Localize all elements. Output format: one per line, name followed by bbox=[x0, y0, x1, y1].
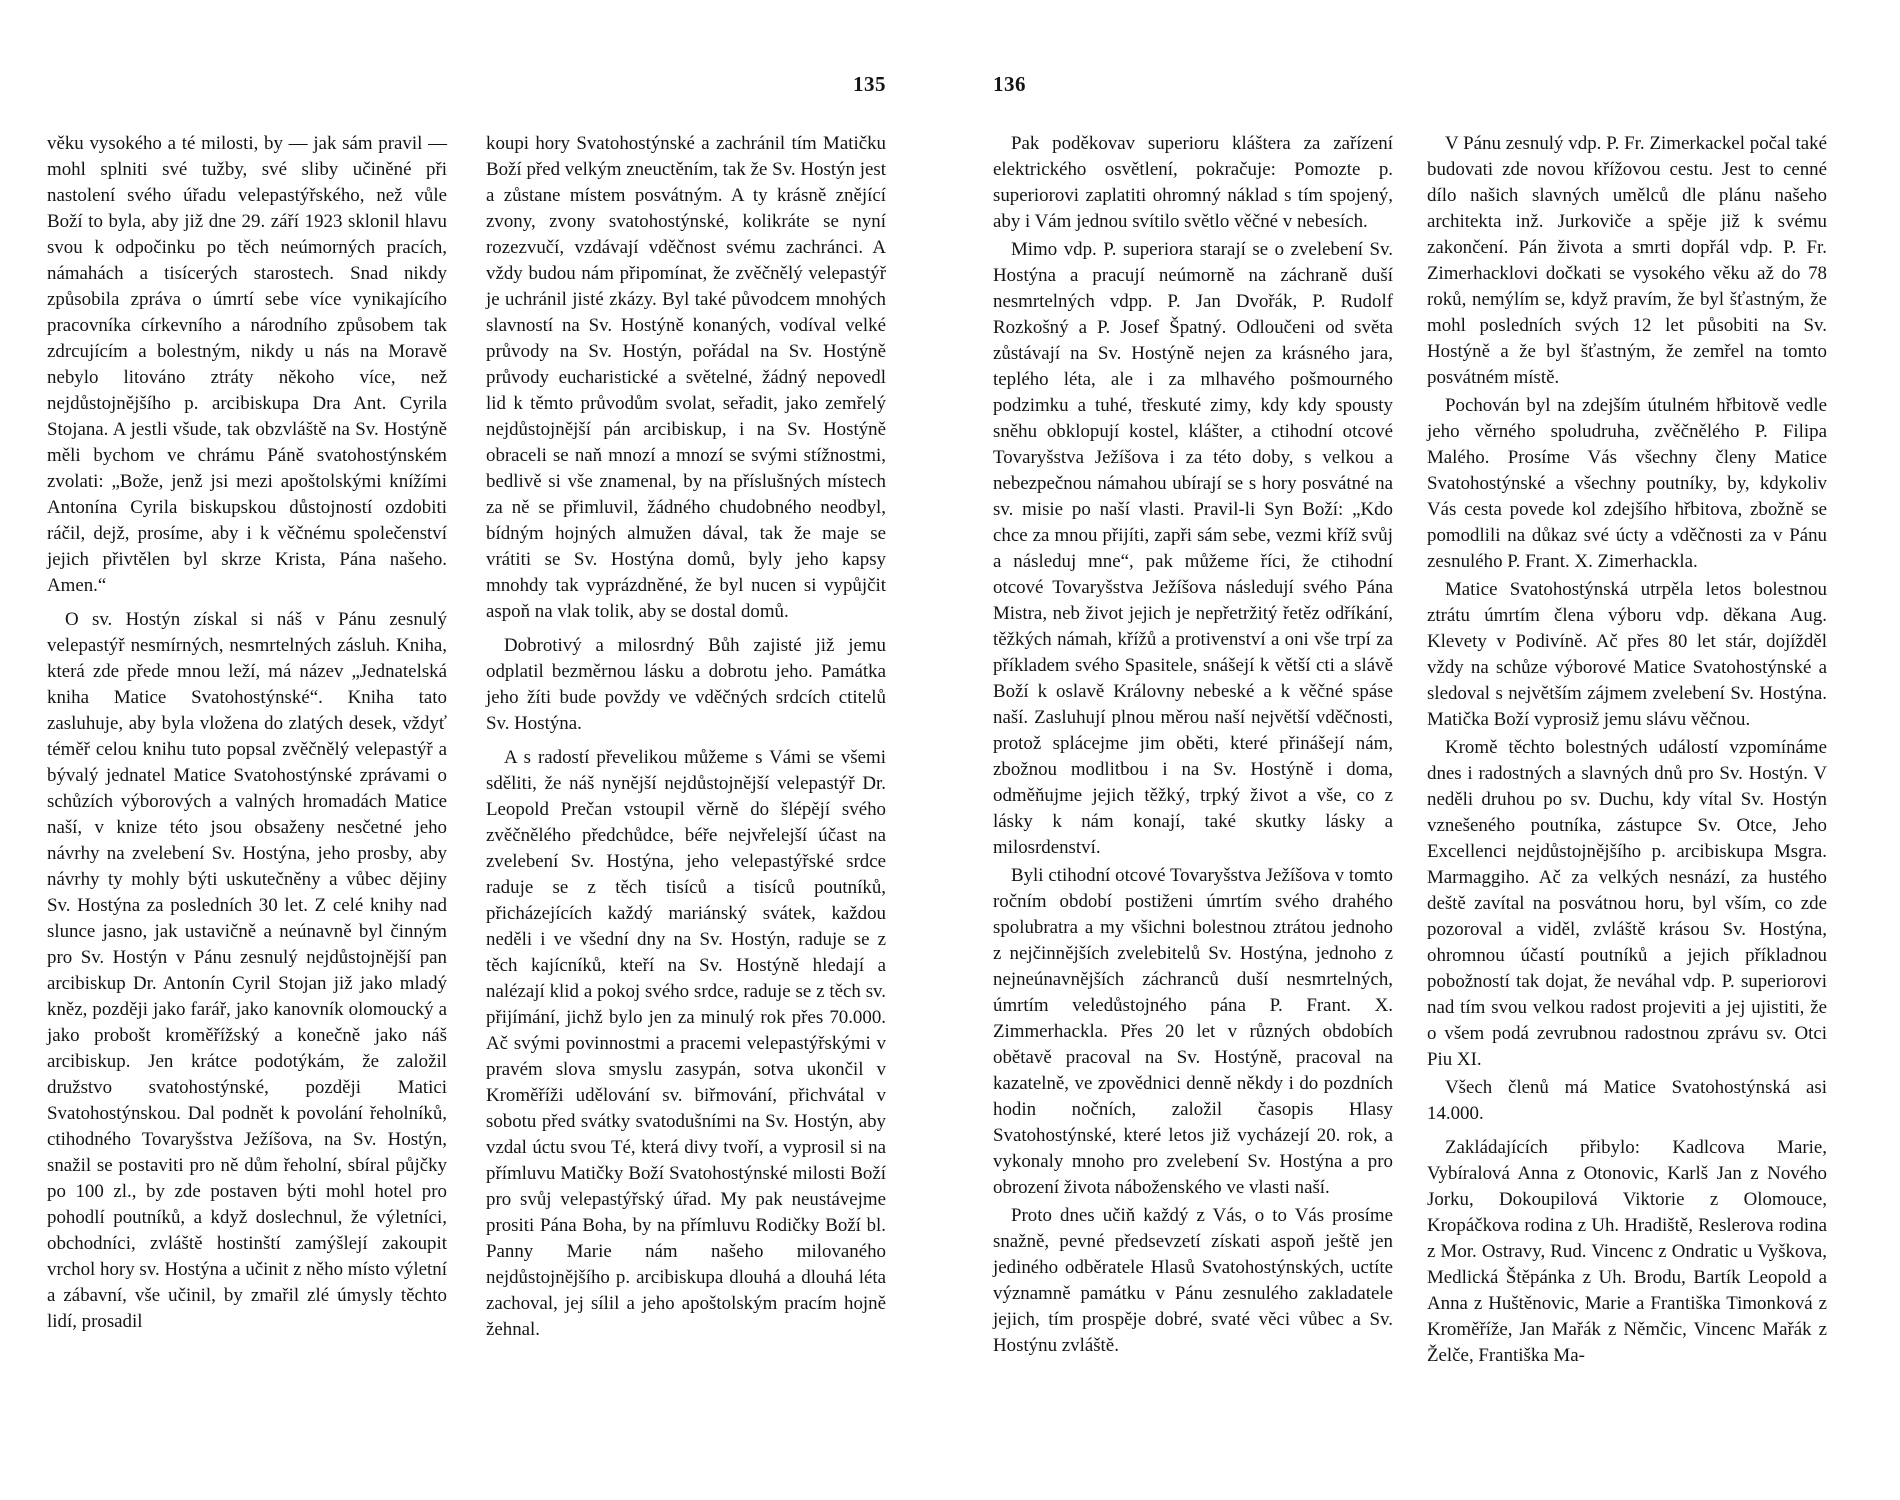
left-page-column-1 bbox=[47, 131, 447, 1337]
right-page-number: 136 bbox=[993, 72, 1026, 96]
paragraph: Kromě těchto bolestných událostí vzpomínáme dnes i radostných a slavných dnů pro Sv. Hostýn. V neděli druhou po sv. Duchu, kdy vítal Sv. Hostýn vznešeného poutníka, zástupce Sv. Otce, Jeho Excellenci nejdůstojnějšího p. arcibiskupa Msgra. Marmaggiho. Ač za velkých nesnází, za hustého deště zavítal na posvátnou horu, byl vším, co zde pozoroval a viděl, zvláště krásou Sv. Hostýna, ohromnou účastí poutníků a jejich příkladnou pobožností tak dojat, že neváhal vdp. P. superiorovi nad tím svou velkou radost projeviti a jej ujistiti, že o všem podá zevrubnou radostnou zprávu sv. Otci Piu XI. bbox=[1427, 737, 1827, 1070]
paragraph: Všech členů má Matice Svatohostýnská asi 14.000. bbox=[1427, 1077, 1827, 1124]
right-page-column-2 bbox=[1427, 131, 1827, 1371]
paragraph: Dobrotivý a milosrdný Bůh zajisté již jemu odplatil bezměrnou lásku a dobrotu jeho. Památka jeho žíti bude povždy ve vděčných srdcích ctitelů Sv. Hostýna. bbox=[486, 635, 886, 734]
paragraph: věku vysokého a té milosti, by — jak sám pravil — mohl splniti své tužby, své sliby učiněné při nastolení svého úřadu velepastýřského, než vůle Boží to byla, aby již dne 29. září 1923 sklonil hlavu svou k odpočinku po těch neúmorných pracích, námahách a tisícerých starostech. Snad nikdy způsobila zpráva o úmrtí sebe více vynikajícího pracovníka církevního a národního způsobem tak zdrcujícím a bolestným, nikdy u nás na Moravě nebylo litováno ztráty někoho více, než nejdůstojnějšího p. arcibiskupa Dra Ant. Cyrila Stojana. A jestli všude, tak obzvláště na Sv. Hostýně měli bychom ve chrámu Páně svatohostýnském zvolati: „Bože, jenž jsi mezi apoštolskými knížími Antonína Cyrila biskupskou důstojností ozdobiti ráčil, dejž, prosíme, aby i k věčnému společenství jejich přivtělen byl skrze Krista, Pána našeho. Amen.“ bbox=[47, 133, 447, 596]
paragraph: A s radostí převelikou můžeme s Vámi se všemi sděliti, že náš nynější nejdůstojnější velepastýř Dr. Leopold Prečan vstoupil věrně do šlépějí svého zvěčnělého předchůdce, béře nejvřelejší účast na zvelebení Sv. Hostýna, jeho velepastýřské srdce raduje se z těch tisíců a tisíců poutníků, přicházejících každý mariánský svátek, každou neděli i ve všední dny na Sv. Hostýn, raduje se z těch kajícníků, kteří na Sv. Hostýně hledají a nalézají klid a pokoj svého srdce, raduje se z těch sv. přijímání, jichž bylo jen za minulý rok přes 70.000. Ač svými povinnostmi a pracemi velepastýřskými v pravém slova smyslu zasypán, sotva ukončil v Kroměříži udělování sv. biřmování, přichvátal v sobotu před svátky svatodušními na Sv. Hostýn, aby vzdal úctu svou Té, která divy tvoří, a vyprosil si na přímluvu Matičky Boží Svatohostýnské milosti Boží pro svůj velepastýřský úřad. My pak neustávejme prositi Pána Boha, by na přímluvu Rodičky Boží bl. Panny Marie nám našeho milovaného nejdůstojnějšího p. arcibiskupa dlouhá a dlouhá léta zachoval, jej sílil a jeho apoštolským pracím hojně žehnal. bbox=[486, 747, 886, 1340]
paragraph: Pochován byl na zdejším útulném hřbitově vedle jeho věrného spoludruha, zvěčnělého P. Filipa Malého. Prosíme Vás všechny členy Matice Svatohostýnské a všechny poutníky, by, kdykoliv Vás cesta povede kol zdejšího hřbitova, zbožně se pomodlili na důkaz své úcty a vděčnosti za v Pánu zesnulého P. Frant. X. Zimerhackla. bbox=[1427, 395, 1827, 572]
left-page-number: 135 bbox=[853, 72, 886, 96]
paragraph: Zakládajících přibylo: Kadlcova Marie, Vybíralová Anna z Otonovic, Karlš Jan z Nového Jorku, Dokoupilová Viktorie z Olomouce, Kropáčkova rodina z Uh. Hradiště, Reslerova rodina z Mor. Ostravy, Rud. Vincenc z Ondratic u Vyškova, Medlická Štěpánka z Uh. Brodu, Bartík Leopold a Anna z Huštěnovic, Marie a Františka Timonková z Kroměříže, Jan Mařák z Němčic, Vincenc Mařák z Želče, Františka Ma- bbox=[1427, 1137, 1827, 1366]
paragraph: Mimo vdp. P. superiora starají se o zvelebení Sv. Hostýna a pracují neúmorně na záchraně duší nesmrtelných vdpp. P. Jan Dvořák, P. Rudolf Rozkošný a P. Josef Špatný. Odloučeni od světa zůstávají na Sv. Hostýně nejen za krásného jara, teplého léta, ale i za mlhavého pošmourného podzimku a tuhé, třeskuté zimy, kdy kdy spousty sněhu obklopují kostel, klášter, a ctihodní otcové Tovaryšstva Ježíšova i za této doby, s velkou a nebezpečnou námahou ubírají se s hory posvátné na sv. misie po naší vlasti. Pravil-li Syn Boží: „Kdo chce za mnou přijíti, zapři sám sebe, vezmi kříž svůj a následuj mne“, pak můžeme říci, že ctihodní otcové Tovaryšstva Ježíšova následují svého Pána Mistra, neb život jejich je nepřetržitý řetěz odříkání, těžkých námah, křížů a protivenství a oni vše trpí za příkladem svého Spasitele, snášejí k větší cti a slávě Boží k oslavě Královny nebeské a k věčné spáse naší. Zasluhují plnou měrou naší největší vděčnosti, protož splácejme jim oběti, které přinášejí nám, zbožnou modlitbou i na Sv. Hostýně i doma, odměňujme jejich těžký, trpký život a vše, co z lásky k nám konají, také skutky lásky a milosrdenství. bbox=[993, 239, 1393, 858]
paragraph: Byli ctihodní otcové Tovaryšstva Ježíšova v tomto ročním období postiženi úmrtím svého drahého spolubratra a my všichni bolestnou ztrátou jednoho z nejčinnějších zvelebitelů Sv. Hostýna, jednoho z nejneúnavnějších záchranců duší nesmrtelných, úmrtím veledůstojného pána P. Frant. X. Zimmerhackla. Přes 20 let v různých obdobích obětavě pracoval na Sv. Hostýně, pracoval na kazatelně, ve zpovědnici denně někdy i do pozdních hodin nočních, založil časopis Hlasy Svatohostýnské, které letos již vycházejí 20. rok, a vykonaly mnoho pro zvelebení Sv. Hostýna a pro obrození života náboženského ve vlasti naší. bbox=[993, 865, 1393, 1198]
paragraph: O sv. Hostýn získal si náš v Pánu zesnulý velepastýř nesmírných, nesmrtelných zásluh. Kniha, která zde přede mnou leží, má název „Jednatelská kniha Matice Svatohostýnské“. Kniha tato zasluhuje, aby byla vložena do zlatých desek, vždyť téměř celou knihu tuto popsal zvěčnělý velepastýř a bývalý jednatel Matice Svatohostýnské zprávami o schůzích výborových a valných hromadách Matice naší, v knize této jsou obsaženy nesčetné jeho návrhy na zvelebení Sv. Hostýna, jeho prosby, aby návrhy ty mohly býti uskutečněny a vůbec dějiny Sv. Hostýna za posledních 30 let. Z celé knihy nad slunce jasno, jak ustavičně a neúnavně byl činným pro Sv. Hostýn v Pánu zesnulý nejdůstojnější pan arcibiskup Dr. Antonín Cyril Stojan již jako mladý kněz, později jako farář, jako kanovník olomoucký a jako probošt kroměřížský a konečně jako náš arcibiskup. Jen krátce podotýkám, že založil družstvo svatohostýnské, později Matici Svatohostýnskou. Dal podnět k povolání řeholníků, ctihodného Tovaryšstva Ježíšova, na Sv. Hostýn, snažil se postaviti pro ně dům řeholní, sbíral půjčky po 100 zl., by zde postaven býti mohl hotel pro pohodlí poutníků, a když doslechnul, že výletníci, obchodníci, zvláště hostinští zamýšlejí zakoupit vrchol hory sv. Hostýna a učinit z něho místo výletní a zábavní, vše učinil, by zmařil zlé úmysly těchto lidí, prosadil bbox=[47, 609, 447, 1332]
paragraph: Pak poděkovav superioru kláštera za zařízení elektrického osvětlení, pokračuje: Pomozte p. superiorovi zaplatiti ohromný náklad s tím spojený, aby i Vám jednou svítilo světlo věčné v nebesích. bbox=[993, 133, 1393, 232]
paragraph: V Pánu zesnulý vdp. P. Fr. Zimerkackel počal také budovati zde novou křížovou cestu. Jest to cenné dílo našich slavných umělců dle plánu našeho architekta inž. Jurkoviče a spěje již k svému zakončení. Pán života a smrti dopřál vdp. P. Fr. Zimerhacklovi dočkati se vysokého věku až do 78 roků, nemýlím se, když pravím, že byl šťastným, že mohl posledních svých 12 let působiti na Sv. Hostýně a že byl šťastným, že zemřel na tomto posvátném místě. bbox=[1427, 133, 1827, 388]
left-page-column-2 bbox=[486, 131, 886, 1345]
right-page-column-1 bbox=[993, 131, 1393, 1361]
paragraph: Matice Svatohostýnská utrpěla letos bolestnou ztrátu úmrtím člena výboru vdp. děkana Aug. Klevety v Podivíně. Ač přes 80 let stár, dojížděl vždy na schůze výborové Matice Svatohostýnské a sledoval s největším zájmem zvelebení Sv. Hostýna. Matička Boží vyprosiž jemu slávu věčnou. bbox=[1427, 579, 1827, 730]
paragraph: Proto dnes učiň každý z Vás, o to Vás prosíme snažně, pevné předsevzetí získati aspoň ještě jen jediného odběratele Hlasů Svatohostýnských, uctíte významně památku v Pánu zesnulého zakladatele jejich, tím prospěje dobré, svaté věci vůbec a Sv. Hostýnu zvláště. bbox=[993, 1205, 1393, 1356]
paragraph: koupi hory Svatohostýnské a zachránil tím Matičku Boží před velkým zneuctěním, tak že Sv. Hostýn jest a zůstane místem posvátným. A ty krásně znějící zvony, zvony svatohostýnské, kolikráte se nyní rozezvučí, vzdávají vděčnost svému zachránci. A vždy budou nám připomínat, že zvěčnělý velepastýř je uchránil jisté zkázy. Byl také původcem mnohých slavností na Sv. Hostýně konaných, vodíval velké průvody na Sv. Hostýn, pořádal na Sv. Hostýně průvody eucharistické a světelné, žádný nepovedl lid k těmto průvodům svolat, seřadit, jako zemřelý nejdůstojnější pán arcibiskup, i na Sv. Hostýně obraceli se naň mnozí a mnozí se svými stížnostmi, bedlivě si vše znamenal, by na příslušných místech za ně se přimluvil, žádného chudobného neodbyl, bídným hojných almužen dával, tak že maje se vrátiti se Sv. Hostýna domů, byly jeho kapsy mnohdy tak vyprázdněné, že byl nucen si vypůjčit aspoň na vlak tolik, aby se dostal domů. bbox=[486, 133, 886, 622]
